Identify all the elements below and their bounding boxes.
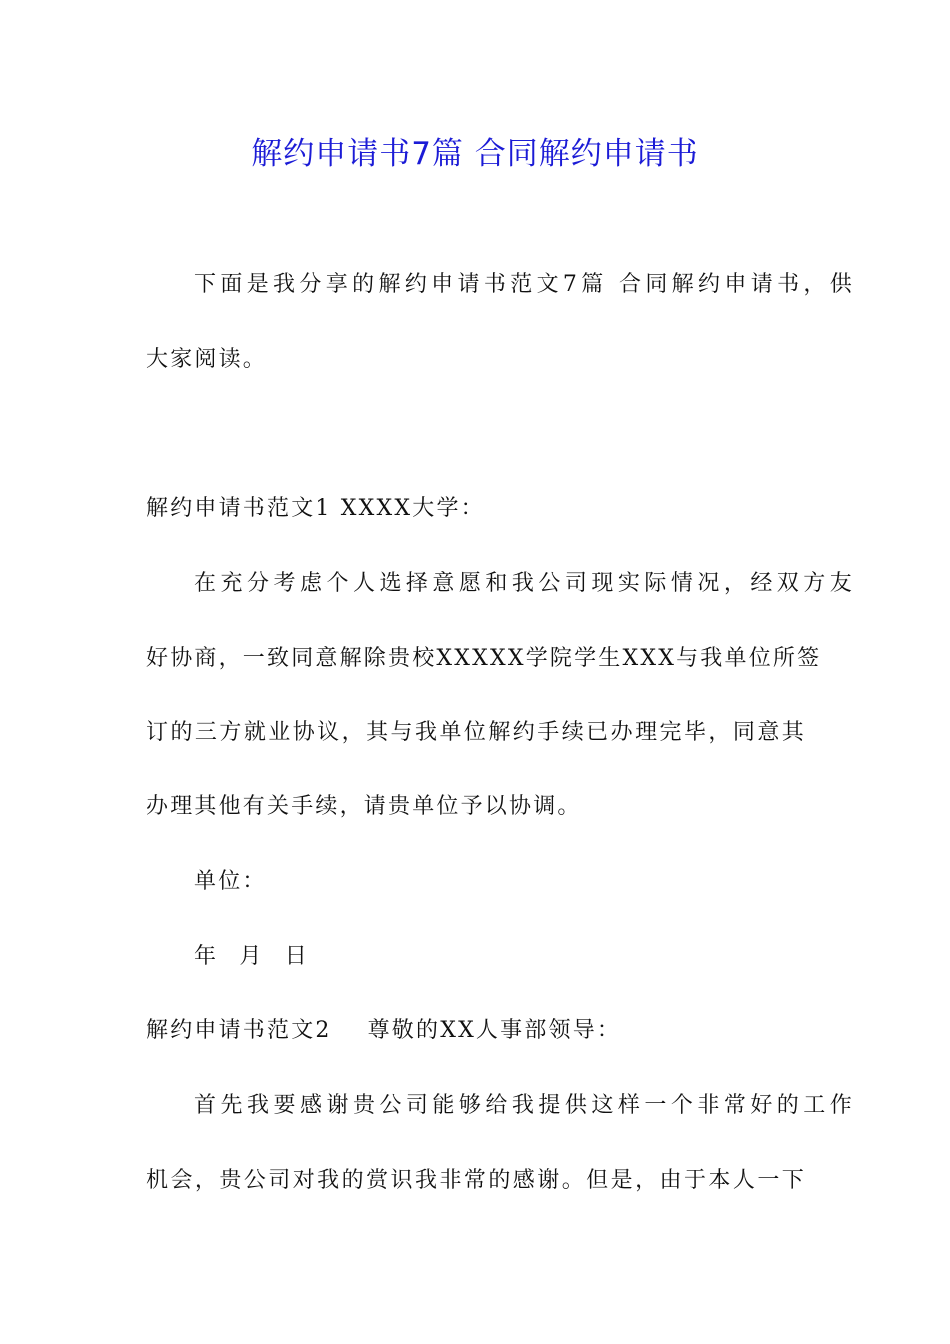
sample1-date: 年 月 日 xyxy=(194,944,309,969)
sample2-heading: 解约申请书范文2 xyxy=(146,1018,332,1043)
sample1-unit: 单位： xyxy=(194,869,267,894)
sample2-salutation: 尊敬的XX人事部领导： xyxy=(367,1018,622,1043)
intro-line-1: 下面是我分享的解约申请书范文7篇 合同解约申请书，供 xyxy=(194,272,854,297)
sample1-body-line-3: 订的三方就业协议，其与我单位解约手续已办理完毕，同意其 xyxy=(146,720,806,745)
sample1-body-line-1: 在充分考虑个人选择意愿和我公司现实际情况，经双方友 xyxy=(194,571,854,596)
intro-line-2: 大家阅读。 xyxy=(146,347,268,372)
sample2-body-line-2: 机会，贵公司对我的赏识我非常的感谢。但是，由于本人一下 xyxy=(146,1168,806,1193)
sample1-heading: 解约申请书范文1 XXXX大学： xyxy=(146,496,485,521)
sample2-heading-line xyxy=(146,1016,806,1046)
document-title: 解约申请书7篇 合同解约申请书 xyxy=(251,136,699,172)
sample1-body-line-2: 好协商，一致同意解除贵校XXXXX学院学生XXX与我单位所签 xyxy=(146,646,822,671)
sample1-body-line-4: 办理其他有关手续，请贵单位予以协调。 xyxy=(146,794,582,819)
sample2-body-line-1: 首先我要感谢贵公司能够给我提供这样一个非常好的工作 xyxy=(194,1093,854,1118)
